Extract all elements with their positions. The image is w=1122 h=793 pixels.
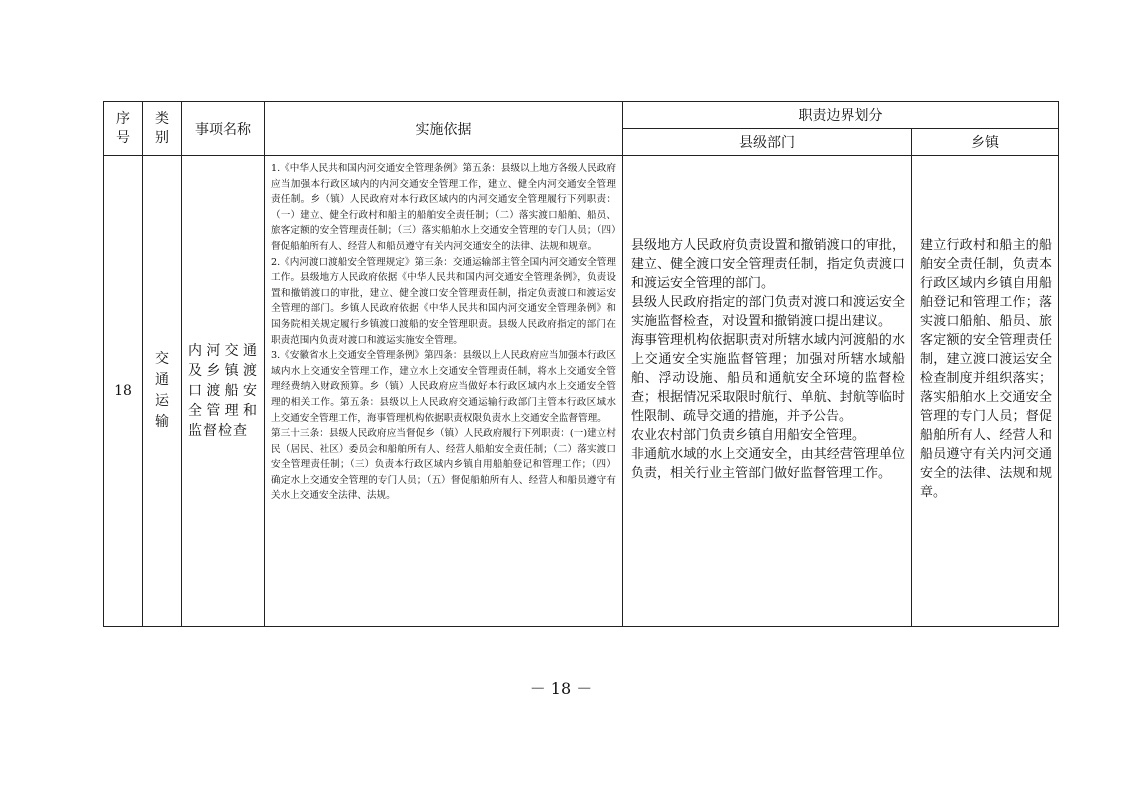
county-paragraph: 非通航水域的水上交通安全，由其经营管理单位负责，相关行业主管部门做好监督管理工作。: [631, 447, 905, 481]
basis-paragraph: 3.《安徽省水上交通安全管理条例》第四条：县级以上人民政府应当加强本行政区域内水上交通安全管理工作，建立水上交通安全管理责任制，将水上交通安全管理经费纳入财政预算。乡（镇）人民政府应当做好本行政区域内水上交通安全管理的相关工作。第五条：县级以上人民政府交通运输行政部门主管本行政区域水上交通安全管理工作，海事管理机构依据职责权限负责水上交通安全监督管理。: [271, 350, 616, 424]
row-category-text: 交通运输: [155, 351, 169, 430]
header-item-name: 事项名称: [182, 102, 265, 156]
township-paragraph: 建立行政村和船主的船舶安全责任制，负责本行政区域内乡镇自用船舶登记和管理工作；落实渡口船舶、船员、旅客定额的安全管理责任制，建立渡口渡运安全检查制度并组织落实；落实船舶水上交通安全管理的专门人员；督促船舶所有人、经营人和船员遵守有关内河交通安全的法律、法规和规章。: [920, 238, 1052, 500]
basis-paragraph: 第三十三条：县级人民政府应当督促乡（镇）人民政府履行下列职责：(一)建立村民（居民、社区）委员会和船舶所有人、经营人船舶安全责任制；（二）落实渡口安全管理责任制；（三）负责本行政区域内乡镇自用船舶登记和管理工作；（四）确定水上交通安全管理的专门人员；（五）督促船舶所有人、经营人和船员遵守有关水上交通安全法律、法规。: [271, 428, 616, 502]
basis-paragraph: 1.《中华人民共和国内河交通安全管理条例》第五条：县级以上地方各级人民政府应当加强本行政区域内的内河交通安全管理工作，建立、健全内河交通安全管理责任制。乡（镇）人民政府对本行政区域内的内河交通安全管理履行下列职责：（一）建立、健全行政村和船主的船舶安全责任制；（二）落实渡口船舶、船员、旅客定额的安全管理责任制；（三）落实船舶水上交通安全管理的专门人员；（四）督促船舶所有人、经营人和船员遵守有关内河交通安全的法律、法规和规章。: [271, 163, 616, 252]
header-category: [143, 102, 182, 156]
header-basis: 实施依据: [265, 102, 623, 156]
header-township: 乡镇: [912, 129, 1059, 156]
header-no-text: 序号: [116, 110, 130, 146]
county-paragraph: 农业农村部门负责乡镇自用船安全管理。: [631, 428, 866, 443]
county-paragraph: 县级地方人民政府负责设置和撤销渡口的审批，建立、健全渡口安全管理责任制，指定负责渡口和渡运安全管理的部门。: [631, 238, 905, 291]
basis-paragraph: 2.《内河渡口渡船安全管理规定》第三条：交通运输部主管全国内河交通安全管理工作。县级地方人民政府依据《中华人民共和国内河交通安全管理条例》，负责设置和撤销渡口的审批，建立、健全渡口安全管理责任制，指定负责渡口和渡运安全管理的部门。乡镇人民政府依据《中华人民共和国内河交通安全管理条例》和国务院相关规定履行乡镇渡口渡船的安全管理职责。县级人民政府指定的部门在职责范围内负责对渡口和渡运实施安全管理。: [271, 256, 616, 346]
row-category: [143, 156, 182, 627]
header-duty-division: 职责边界划分: [623, 102, 1059, 129]
row-item-name-text: 内河交通及乡镇渡口渡船安全管理和监督检查: [188, 343, 258, 439]
row-county-duties: [623, 156, 912, 627]
row-township-duties: [912, 156, 1059, 627]
table-row: [104, 156, 1059, 627]
county-paragraph: 县级人民政府指定的部门负责对渡口和渡运安全实施监督检查，对设置和撤销渡口提出建议。: [631, 295, 905, 329]
header-category-text: 类别: [155, 110, 169, 146]
header-county: 县级部门: [623, 129, 912, 156]
header-no: [104, 102, 143, 156]
row-no: 18: [104, 156, 143, 627]
row-basis: [265, 156, 623, 627]
page-number: － 18 －: [529, 679, 593, 698]
county-paragraph: 海事管理机构依据职责对所辖水域内河渡船的水上交通安全实施监督管理；加强对所辖水域船舶、浮动设施、船员和通航安全环境的监督检查；根据情况采取限时航行、单航、封航等临时性限制、疏导交通的措施，并予公告。: [631, 333, 905, 424]
row-item-name: [182, 156, 265, 627]
duty-table: [103, 101, 1059, 627]
